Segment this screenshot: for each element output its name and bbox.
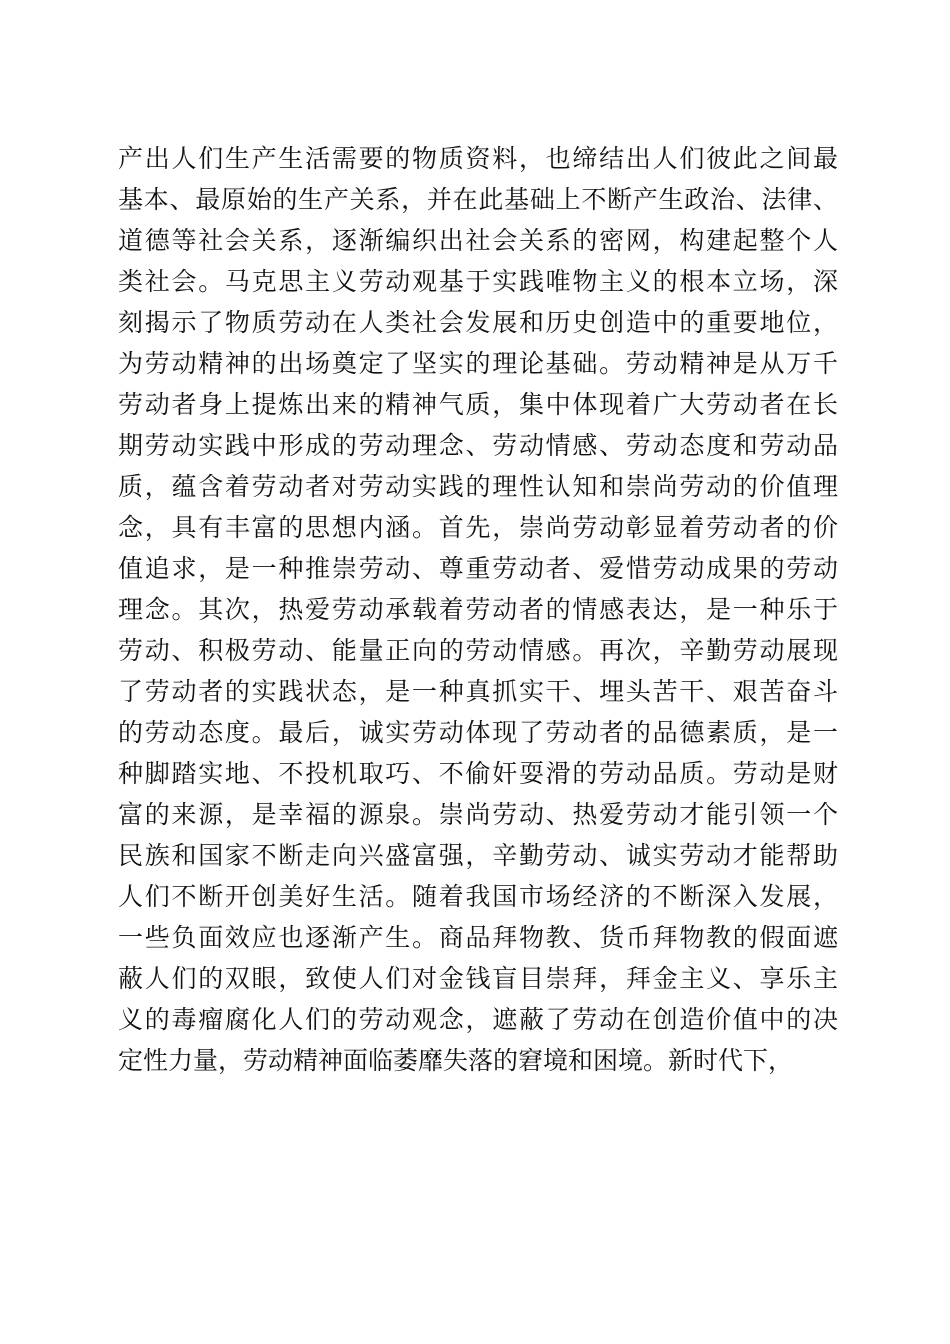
text-line: 定性力量，劳动精神面临萎靡失落的窘境和困境。新时代下， [118, 1046, 794, 1075]
text-line: 道德等社会关系，逐渐编织出社会关系的密网，构建起整个人 [118, 226, 838, 255]
text-line: 人们不断开创美好生活。随着我国市场经济的不断深入发展， [118, 882, 838, 911]
text-line: 类社会。马克思主义劳动观基于实践唯物主义的根本立场，深 [118, 267, 838, 296]
text-line: 念，具有丰富的思想内涵。首先，崇尚劳动彰显着劳动者的价 [118, 513, 838, 542]
text-line: 的劳动态度。最后，诚实劳动体现了劳动者的品德素质，是一 [118, 718, 838, 747]
text-line: 劳动者身上提炼出来的精神气质，集中体现着广大劳动者在长 [118, 390, 838, 419]
text-line: 蔽人们的双眼，致使人们对金钱盲目崇拜，拜金主义、享乐主 [118, 964, 838, 993]
text-line: 民族和国家不断走向兴盛富强，辛勤劳动、诚实劳动才能帮助 [118, 841, 838, 870]
text-line: 种脚踏实地、不投机取巧、不偷奸耍滑的劳动品质。劳动是财 [118, 759, 838, 788]
text-line: 产出人们生产生活需要的物质资料，也缔结出人们彼此之间最 [118, 144, 838, 173]
text-line: 期劳动实践中形成的劳动理念、劳动情感、劳动态度和劳动品 [118, 431, 838, 460]
text-line: 值追求，是一种推崇劳动、尊重劳动者、爱惜劳动成果的劳动 [118, 554, 838, 583]
body-paragraph [118, 138, 838, 1081]
text-line: 为劳动精神的出场奠定了坚实的理论基础。劳动精神是从万千 [118, 349, 838, 378]
text-line: 理念。其次，热爱劳动承载着劳动者的情感表达，是一种乐于 [118, 595, 838, 624]
text-line: 基本、最原始的生产关系，并在此基础上不断产生政治、法律、 [118, 185, 838, 214]
text-line: 富的来源，是幸福的源泉。崇尚劳动、热爱劳动才能引领一个 [118, 800, 838, 829]
text-line: 质，蕴含着劳动者对劳动实践的理性认知和崇尚劳动的价值理 [118, 472, 838, 501]
text-line: 劳动、积极劳动、能量正向的劳动情感。再次，辛勤劳动展现 [118, 636, 838, 665]
text-line: 一些负面效应也逐渐产生。商品拜物教、货币拜物教的假面遮 [118, 923, 838, 952]
text-line: 义的毒瘤腐化人们的劳动观念，遮蔽了劳动在创造价值中的决 [118, 1005, 838, 1034]
text-line: 了劳动者的实践状态，是一种真抓实干、埋头苦干、艰苦奋斗 [118, 677, 838, 706]
text-line: 刻揭示了物质劳动在人类社会发展和历史创造中的重要地位， [118, 308, 838, 337]
